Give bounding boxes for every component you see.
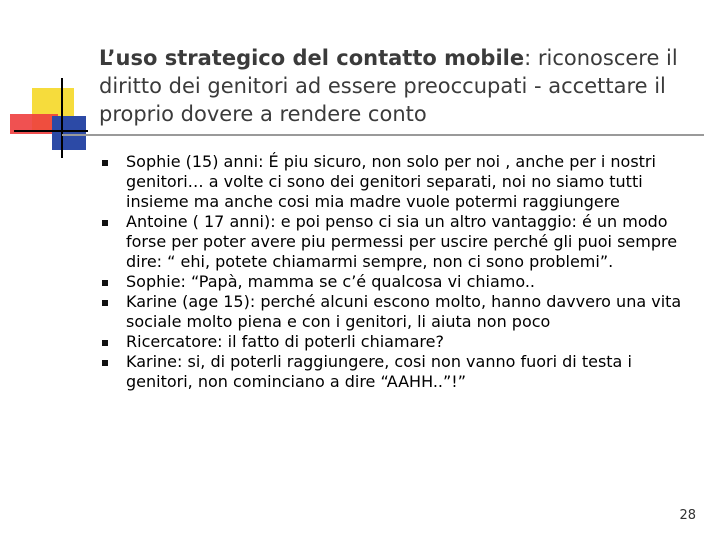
bullet-marker-icon	[102, 280, 108, 286]
bullet-marker-icon	[102, 160, 108, 166]
decor-vertical-line	[61, 78, 63, 158]
bullet-marker-icon	[102, 300, 108, 306]
bullet-speaker: Ricercatore:	[126, 332, 223, 351]
bullet-speaker: Sophie (15) anni:	[126, 152, 264, 171]
bullet-item	[101, 212, 701, 272]
slide-title	[99, 44, 709, 128]
bullet-text: “Papà, mamma se c’é qualcosa vi chiamo..	[185, 272, 536, 291]
page-number: 28	[679, 508, 696, 523]
bullet-text: e poi penso ci sia un altro vantaggio: é un modo forse per poter avere piu permessi per uscire perché gli puoi sempre dire: “ ehi, potete chiamarmi sempre, non ci sono problemi”.	[126, 212, 678, 271]
bullet-item	[101, 272, 701, 292]
bullet-marker-icon	[102, 220, 108, 226]
bullet-marker-icon	[102, 340, 108, 346]
bullet-text: perché alcuni escono molto, hanno davvero una vita sociale molto piena e con i genitori, li aiuta non poco	[126, 292, 682, 331]
bullet-item	[101, 332, 701, 352]
bullet-text: si, di poterli raggiungere, cosi non vanno fuori di testa i genitori, non cominciano a dire “AAHH..”!”	[126, 352, 632, 391]
bullet-speaker: Sophie:	[126, 272, 186, 291]
bullet-item	[101, 352, 701, 392]
title-rest: : riconoscere il diritto dei genitori ad essere preoccupati - accettare il proprio dovere a rendere conto	[99, 46, 678, 126]
decor-horizontal-line	[14, 130, 88, 132]
bullet-speaker: Karine:	[126, 352, 183, 371]
bullet-text: É piu sicuro, non solo per noi , anche per i nostri genitori… a volte ci sono dei genitori separati, noi no siamo tutti insieme ma anche cosi mia madre vuole potermi raggiungere	[126, 152, 656, 211]
title-underline	[62, 134, 704, 136]
title-bold: L’uso strategico del contatto mobile	[99, 46, 525, 70]
bullet-marker-icon	[102, 360, 108, 366]
bullet-speaker: Antoine ( 17 anni):	[126, 212, 276, 231]
bullet-speaker: Karine (age 15):	[126, 292, 256, 311]
bullet-text: il fatto di poterli chiamare?	[222, 332, 444, 351]
decor-blue-square	[52, 116, 86, 150]
bullet-item	[101, 292, 701, 332]
bullet-item	[101, 152, 701, 212]
bullet-list	[101, 152, 701, 392]
